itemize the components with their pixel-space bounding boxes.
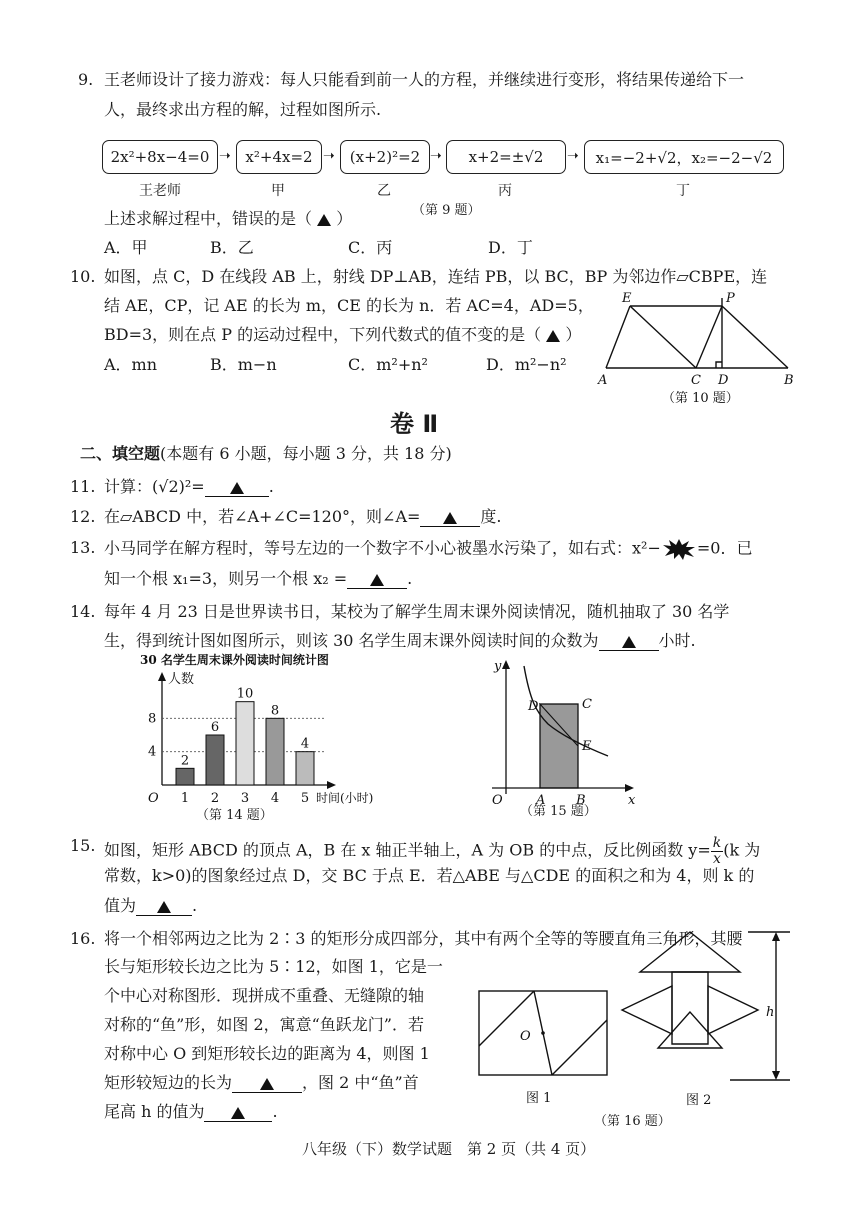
q10-line1: 如图，点 C，D 在线段 AB 上，射线 DP⊥AB，连结 PB，以 BC，BP 为邻边作▱CBPE，连 xyxy=(104,267,768,286)
q9-number: 9. xyxy=(78,70,94,89)
q9-question: 上述求解过程中，错误的是（ ） xyxy=(104,209,353,228)
arrow-icon: ➝ xyxy=(219,148,231,164)
q11-number: 11. xyxy=(70,477,96,496)
label-c: C xyxy=(582,697,592,712)
answer-triangle-icon xyxy=(260,1078,274,1090)
segment-pb xyxy=(722,306,788,368)
q9-option-a: A．甲 xyxy=(104,238,148,257)
origin-label: O xyxy=(148,791,159,806)
left-fin xyxy=(622,986,672,1034)
q10-option-a: A．mn xyxy=(104,355,158,374)
fraction-denominator: x xyxy=(713,850,721,867)
arrow-down-icon xyxy=(772,1071,780,1080)
answer-triangle-icon xyxy=(622,636,636,648)
q15-line1: 如图，矩形 ABCD 的顶点 A，B 在 x 轴正半轴上，A 为 OB 的中点，反比例函数 y= $\frac{k}{x}$ (k 为 xyxy=(104,835,761,867)
y-axis-arrow-icon xyxy=(502,660,510,669)
q16-line4: 对称的“鱼”形，如图 2，寓意“鱼跃龙门”．若 xyxy=(104,1015,424,1034)
ink-blot-icon xyxy=(661,538,697,560)
label-p: P xyxy=(726,291,735,306)
right-fin xyxy=(708,986,758,1034)
label-a: A xyxy=(598,373,608,388)
q10-line2: 结 AE，CP，记 AE 的长为 m，CE 的长为 n．若 AC=4，AD=5， xyxy=(104,296,594,315)
cut-line-2 xyxy=(552,1020,607,1075)
bar-value-label: 4 xyxy=(300,736,310,752)
arrow-icon: ➝ xyxy=(567,148,579,164)
q9-option-c: C．丙 xyxy=(348,238,393,257)
bar-value-label: 8 xyxy=(270,703,280,719)
bar-value-label: 2 xyxy=(180,753,190,769)
arrow-up-icon xyxy=(772,932,780,941)
q9-label-bing: 丙 xyxy=(498,183,512,199)
answer-triangle-icon xyxy=(231,1107,245,1119)
q12-number: 12. xyxy=(70,507,96,526)
fish-tail-triangle xyxy=(658,1012,722,1048)
q13-number: 13. xyxy=(70,538,96,557)
q11-text: 计算：(√2)²= . xyxy=(104,477,274,496)
label-a: A xyxy=(536,793,546,808)
q9-box-ding: x₁=−2+√2，x₂=−2−√2 xyxy=(584,140,784,174)
q10-option-b: B．m−n xyxy=(210,355,277,374)
q9-box-teacher: 2x²+8x−4=0 xyxy=(102,140,218,174)
label-d: D xyxy=(718,373,729,388)
q15-number: 15. xyxy=(70,836,96,855)
bar xyxy=(266,718,284,785)
x-tick-label: 4 xyxy=(270,791,280,806)
label-y: y xyxy=(494,659,502,674)
q14-caption: （第 14 题） xyxy=(196,808,273,823)
label-h: h xyxy=(766,1005,775,1020)
q10-line3: BD=3，则在点 P 的运动过程中，下列代数式的值不变的是（ ） xyxy=(104,325,582,344)
q13-line2: 知一个根 x₁=3，则另一个根 x₂ = . xyxy=(104,569,413,588)
y-axis-label: 人数 xyxy=(168,672,195,687)
q10-number: 10. xyxy=(70,267,96,286)
answer-triangle-icon xyxy=(443,512,457,524)
q14-number: 14. xyxy=(70,602,96,621)
y-tick-label: 8 xyxy=(148,711,157,727)
q16-number: 16. xyxy=(70,929,96,948)
x-axis-arrow-icon xyxy=(327,781,336,789)
segment-ae xyxy=(606,306,630,368)
fish-head-triangle xyxy=(640,932,740,972)
answer-triangle-icon xyxy=(230,482,244,494)
answer-triangle-icon xyxy=(157,901,171,913)
q9-line1: 王老师设计了接力游戏：每人只能看到前一人的方程，并继续进行变形，将结果传递给下一 xyxy=(104,70,745,89)
section-heading: 二、填空题(本题有 6 小题，每小题 3 分，共 18 分) xyxy=(80,444,452,463)
label-e: E xyxy=(622,291,632,306)
q15-figure xyxy=(478,652,648,808)
arrow-icon: ➝ xyxy=(323,148,335,164)
x-tick-label: 1 xyxy=(180,791,190,806)
x-tick-label: 5 xyxy=(300,791,310,806)
q14-line1: 每年 4 月 23 日是世界读书日，某校为了解学生周末课外阅读情况，随机抽取了 30 名学 xyxy=(104,602,730,621)
x-tick-label: 2 xyxy=(210,791,220,806)
q12-text: 在▱ABCD 中，若∠A+∠C=120°，则∠A= 度. xyxy=(104,507,502,526)
segment-pc xyxy=(696,306,722,368)
q10-option-d: D．m²−n² xyxy=(486,355,567,374)
q16-line6: 矩形较短边的长为 ，图 2 中“鱼”首 xyxy=(104,1073,419,1092)
label-b: B xyxy=(784,373,794,388)
q16-figure-1 xyxy=(474,986,614,1108)
q16-line2: 长与矩形较长边之比为 5∶12，如图 1，它是一 xyxy=(104,957,443,976)
arrow-icon: ➝ xyxy=(430,148,442,164)
q9-caption: （第 9 题） xyxy=(412,203,481,218)
q14-bar-chart xyxy=(130,650,430,810)
x-axis-label: 时间(小时) xyxy=(316,791,374,805)
bar xyxy=(206,735,224,785)
q16-caption: （第 16 题） xyxy=(594,1114,671,1129)
answer-triangle-icon xyxy=(370,574,384,586)
label-o: O xyxy=(492,793,503,808)
q9-label-yi: 乙 xyxy=(377,183,391,199)
label-e: E xyxy=(582,739,592,754)
q14-line2: 生，得到统计图如图所示，则该 30 名学生周末课外阅读时间的众数为 小时. xyxy=(104,631,696,650)
y-axis-arrow-icon xyxy=(158,672,166,681)
answer-triangle-icon xyxy=(317,214,331,226)
x-axis-arrow-icon xyxy=(625,784,634,792)
chart-title: 30 名学生周末课外阅读时间统计图 xyxy=(140,653,329,667)
q16-line1: 将一个相邻两边之比为 2∶3 的矩形分成四部分，其中有两个全等的等腰直角三角形，其腰 xyxy=(104,929,743,948)
q10-figure xyxy=(592,286,802,406)
segment-ec xyxy=(630,306,696,368)
q9-option-b: B．乙 xyxy=(210,238,254,257)
label-d: D xyxy=(528,699,539,714)
q9-box-yi: (x+2)²=2 xyxy=(340,140,430,174)
q16-line5: 对称中心 O 到矩形较长边的距离为 4，则图 1 xyxy=(104,1044,430,1063)
q9-box-bing: x+2=±√2 xyxy=(446,140,566,174)
q9-label-ding: 丁 xyxy=(676,183,690,199)
bar xyxy=(236,702,254,785)
q15-line3: 值为 . xyxy=(104,896,198,915)
y-tick-label: 4 xyxy=(148,744,157,760)
center-point xyxy=(541,1031,545,1035)
q9-line2: 人，最终求出方程的解，过程如图所示. xyxy=(104,100,382,119)
bar-value-label: 10 xyxy=(236,686,254,702)
figure-2-label: 图 2 xyxy=(686,1093,712,1108)
q10-option-c: C．m²+n² xyxy=(348,355,428,374)
q10-caption: （第 10 题） xyxy=(662,391,739,406)
q16-line7: 尾高 h 的值为 . xyxy=(104,1102,278,1121)
q15-caption: （第 15 题） xyxy=(520,804,597,819)
q9-box-jia: x²+4x=2 xyxy=(236,140,322,174)
q9-label-teacher: 王老师 xyxy=(139,183,181,199)
bar xyxy=(176,768,194,785)
figure-1-label: 图 1 xyxy=(526,1091,552,1106)
q16-line3: 个中心对称图形．现拼成不重叠、无缝隙的轴 xyxy=(104,986,425,1005)
right-angle-mark xyxy=(716,362,722,368)
q16-figure-2 xyxy=(620,924,790,1114)
label-c: C xyxy=(691,373,701,388)
q13-line1: 小马同学在解方程时，等号左边的一个数字不小心被墨水污染了，如右式：x²− =0．已 xyxy=(104,538,752,560)
section-title: 卷 Ⅱ xyxy=(390,410,439,438)
bar xyxy=(296,752,314,785)
answer-triangle-icon xyxy=(546,330,560,342)
label-x: x xyxy=(628,793,636,808)
q9-label-jia: 甲 xyxy=(271,183,285,199)
page-footer: 八年级（下）数学试题 第 2 页（共 4 页） xyxy=(302,1140,596,1158)
x-tick-label: 3 xyxy=(240,791,250,806)
bar-value-label: 6 xyxy=(210,720,220,735)
q15-line2: 常数，k>0)的图象经过点 D，交 BC 于点 E．若△ABE 与△CDE 的面积之和为 4，则 k 的 xyxy=(104,866,755,885)
q9-option-d: D．丁 xyxy=(488,238,533,257)
fish-body-rectangle xyxy=(672,972,708,1044)
fraction-numerator: k xyxy=(712,835,722,851)
label-o: O xyxy=(520,1029,531,1044)
label-b: B xyxy=(576,793,586,808)
